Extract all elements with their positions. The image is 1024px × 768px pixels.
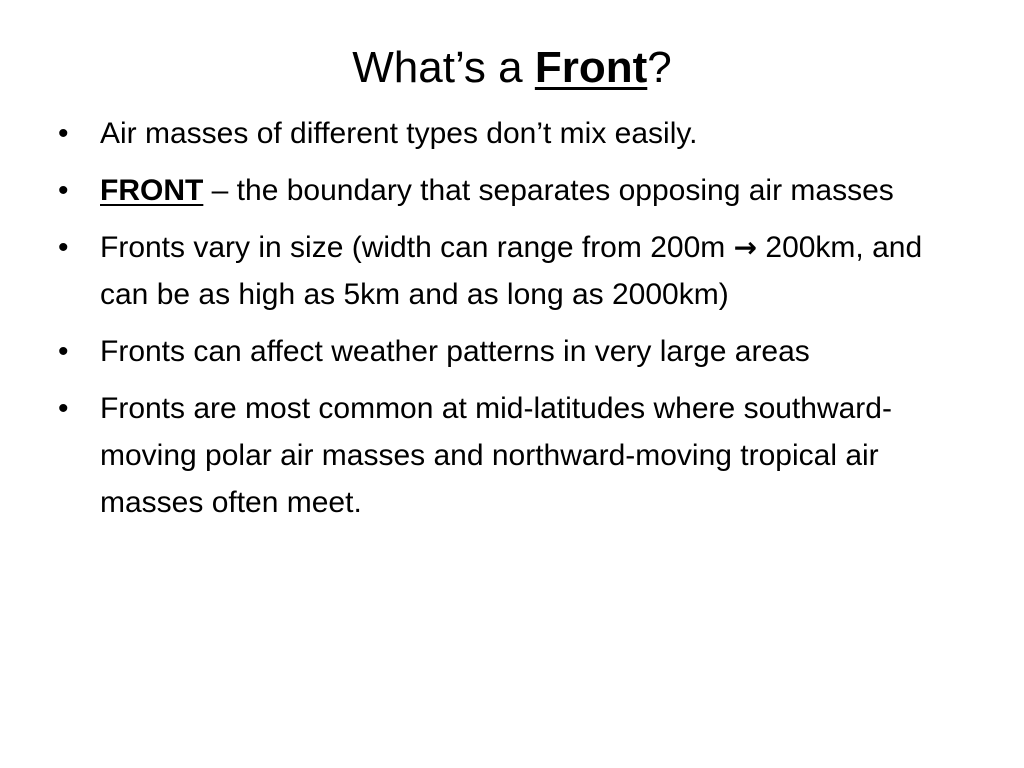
title-prefix: What’s a [352,43,535,92]
bullet-item-weather-patterns [58,328,978,375]
slide-title [0,38,1024,98]
front-term: FRONT [100,174,204,207]
bullet-text: Air masses of different types don’t mix easily. [100,117,698,150]
bullet-item-front-size [58,224,978,318]
bullet-item-mixing [58,110,978,157]
bullet-dot-icon: • [58,174,69,207]
bullet-text: Fronts can affect weather patterns in very large areas [100,335,810,368]
bullet-text-before-arrow: Fronts vary in size (width can range from 200m [100,231,734,264]
right-arrow-icon: → [733,231,758,264]
bullet-text: – the boundary that separates opposing air masses [203,174,894,207]
bullet-dot-icon: • [58,231,69,264]
bullet-text-after-arrow: 200km, and can be as high as 5km and as long as 2000km) [100,231,923,311]
bullet-list [58,110,978,536]
bullet-item-common-location [58,385,978,526]
bullet-dot-icon: • [58,117,69,150]
bullet-dot-icon: • [58,392,69,425]
bullet-dot-icon: • [58,335,69,368]
title-keyword: Front [534,43,648,92]
bullet-item-front-definition [58,167,978,214]
bullet-text: Fronts are most common at mid-latitudes where southward- moving polar air masses and northward-moving tropical air masses often meet. [100,392,892,519]
title-suffix: ? [647,43,672,92]
